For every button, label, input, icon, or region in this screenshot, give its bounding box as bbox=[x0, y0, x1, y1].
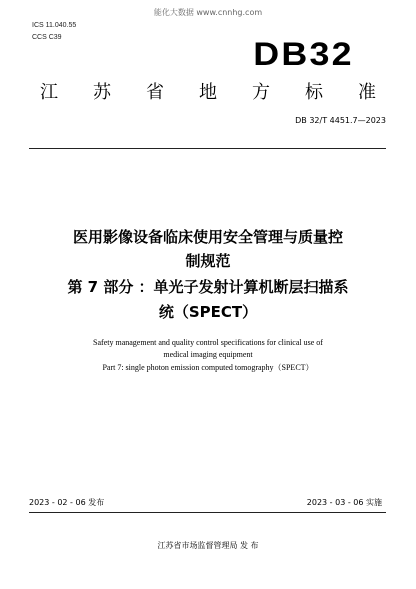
watermark: 能化大数据 www.cnnhg.com bbox=[153, 8, 263, 17]
standard-type-char: 苏 bbox=[93, 82, 111, 103]
ics-code: ICS 11.040.55 bbox=[32, 22, 77, 29]
standard-type-char: 准 bbox=[358, 82, 376, 103]
issue-date: 2023 - 02 - 06 发布 bbox=[29, 498, 105, 507]
implement-date: 2023 - 03 - 06 实施 bbox=[306, 498, 382, 507]
standard-type-char: 方 bbox=[252, 82, 270, 103]
footer-divider bbox=[29, 512, 386, 513]
header-divider bbox=[29, 148, 386, 149]
standard-type-char: 省 bbox=[146, 82, 164, 103]
standard-type-char: 江 bbox=[40, 82, 58, 103]
ccs-code: CCS C39 bbox=[32, 34, 62, 41]
title-line-2: 制规范 bbox=[185, 252, 231, 270]
standard-number: DB 32/T 4451.7—2023 bbox=[295, 116, 386, 125]
title-line-1: 医用影像设备临床使用安全管理与质量控 bbox=[72, 228, 343, 246]
publisher: 江苏省市场监督管理局 发 布 bbox=[157, 541, 259, 550]
english-title-line-1: Safety management and quality control specifications for clinical use of bbox=[93, 338, 323, 347]
title-line-3: 第 7 部分 ：单光子发射计算机断层扫描系 bbox=[67, 278, 349, 296]
standard-type bbox=[40, 78, 376, 104]
db32-logo: DB32 bbox=[253, 36, 354, 72]
title-line-4: 统（SPECT） bbox=[158, 303, 258, 321]
standard-type-char: 标 bbox=[305, 82, 323, 103]
standard-type-char: 地 bbox=[199, 82, 217, 103]
english-title-line-3: Part 7: single photon emission computed tomography（SPECT） bbox=[102, 363, 314, 372]
english-title-line-2: medical imaging equipment bbox=[163, 350, 253, 359]
